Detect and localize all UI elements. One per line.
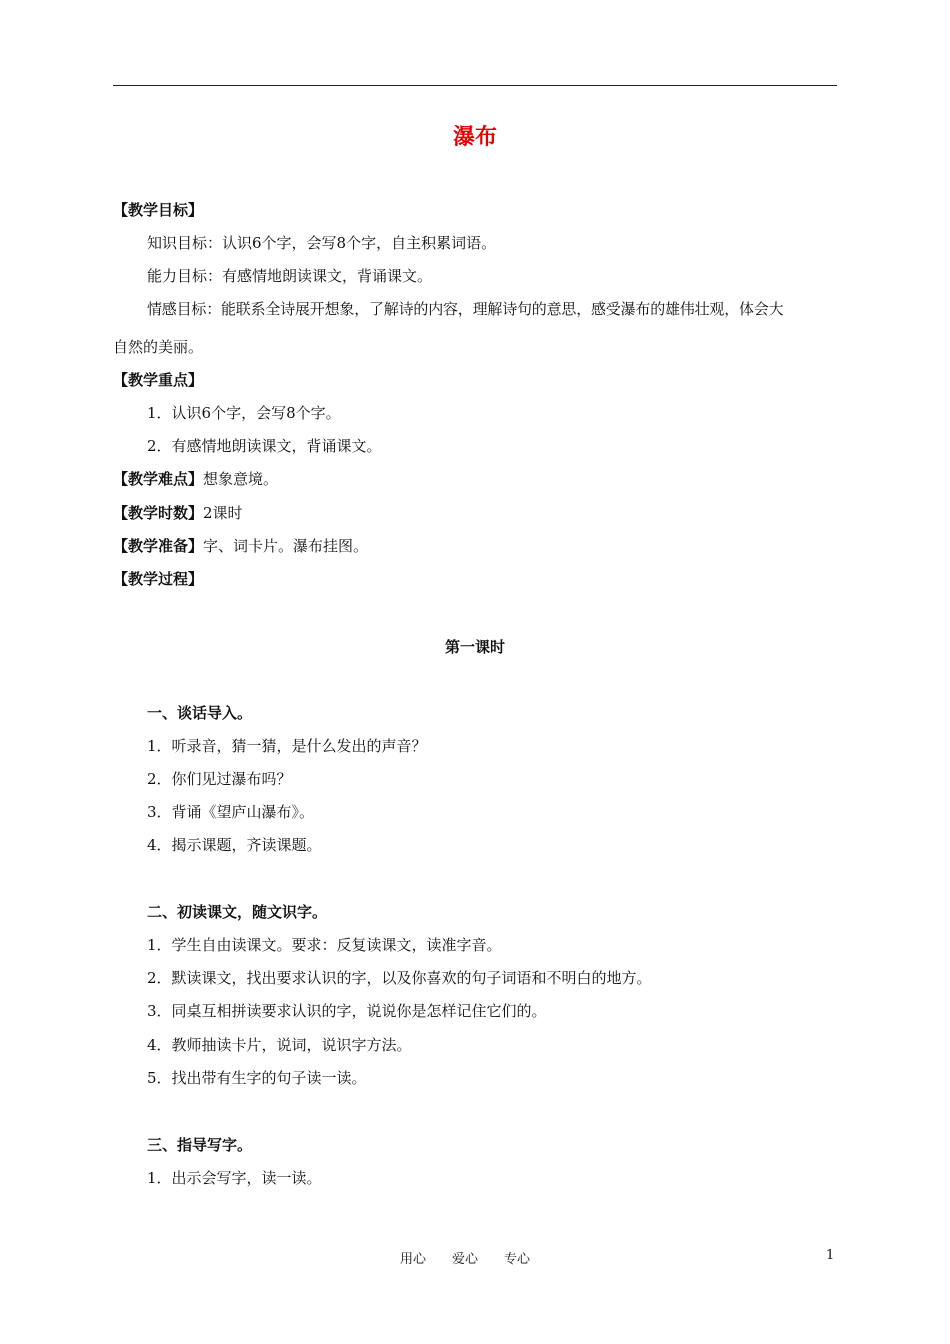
section-process-heading: 【教学过程】 xyxy=(113,570,204,588)
document-title: 瀑布 xyxy=(452,125,497,150)
list-item: 2．你们见过瀑布吗？ xyxy=(147,770,292,788)
page-number: 1 xyxy=(826,1248,835,1263)
list-item: 1．学生自由读课文。要求：反复读课文，读准字音。 xyxy=(147,936,502,954)
section-difficulty xyxy=(113,468,837,490)
key-point-item: 2．有感情地朗读课文，背诵课文。 xyxy=(147,437,382,455)
goal-emotion-line1: 情感目标：能联系全诗展开想象，了解诗的内容，理解诗句的意思，感受瀑布的雄伟壮观，体会大 xyxy=(147,300,784,318)
goal-emotion-line2: 自然的美丽。 xyxy=(113,338,204,356)
section-key-points-heading: 【教学重点】 xyxy=(113,371,204,389)
prep-label: 【教学准备】 xyxy=(113,537,204,555)
list-item: 1．出示会写字，读一读。 xyxy=(147,1169,322,1187)
difficulty-label: 【教学难点】 xyxy=(113,470,204,488)
section-goals-heading: 【教学目标】 xyxy=(113,201,204,219)
goal-knowledge: 知识目标：认识6个字，会写8个字，自主积累词语。 xyxy=(147,234,497,252)
lesson-title: 第一课时 xyxy=(444,638,505,656)
list-item: 2．默读课文，找出要求认识的字，以及你喜欢的句子词语和不明白的地方。 xyxy=(147,969,652,987)
header-rule xyxy=(113,85,837,86)
key-point-item: 1．认识6个字，会写8个字。 xyxy=(147,404,341,422)
list-item: 5．找出带有生字的句子读一读。 xyxy=(147,1069,367,1087)
list-item: 3．同桌互相拼读要求认识的字，说说你是怎样记住它们的。 xyxy=(147,1002,547,1020)
part2-heading: 二、初读课文，随文识字。 xyxy=(147,903,328,921)
prep-text: 字、词卡片。瀑布挂图。 xyxy=(203,537,369,555)
part3-heading: 三、指导写字。 xyxy=(147,1136,253,1154)
part1-heading: 一、谈话导入。 xyxy=(147,704,253,722)
list-item: 3．背诵《望庐山瀑布》。 xyxy=(147,803,315,821)
hours-text: 2课时 xyxy=(203,504,243,522)
footer-motto: 用心 爱心 专心 xyxy=(400,1252,531,1267)
section-hours xyxy=(113,502,837,524)
section-prep xyxy=(113,535,837,557)
list-item: 1．听录音，猜一猜，是什么发出的声音？ xyxy=(147,737,427,755)
list-item: 4．揭示课题，齐读课题。 xyxy=(147,836,322,854)
difficulty-text: 想象意境。 xyxy=(203,470,279,488)
hours-label: 【教学时数】 xyxy=(113,504,204,522)
list-item: 4．教师抽读卡片，说词，说识字方法。 xyxy=(147,1036,412,1054)
goal-ability: 能力目标：有感情地朗读课文，背诵课文。 xyxy=(147,267,433,285)
